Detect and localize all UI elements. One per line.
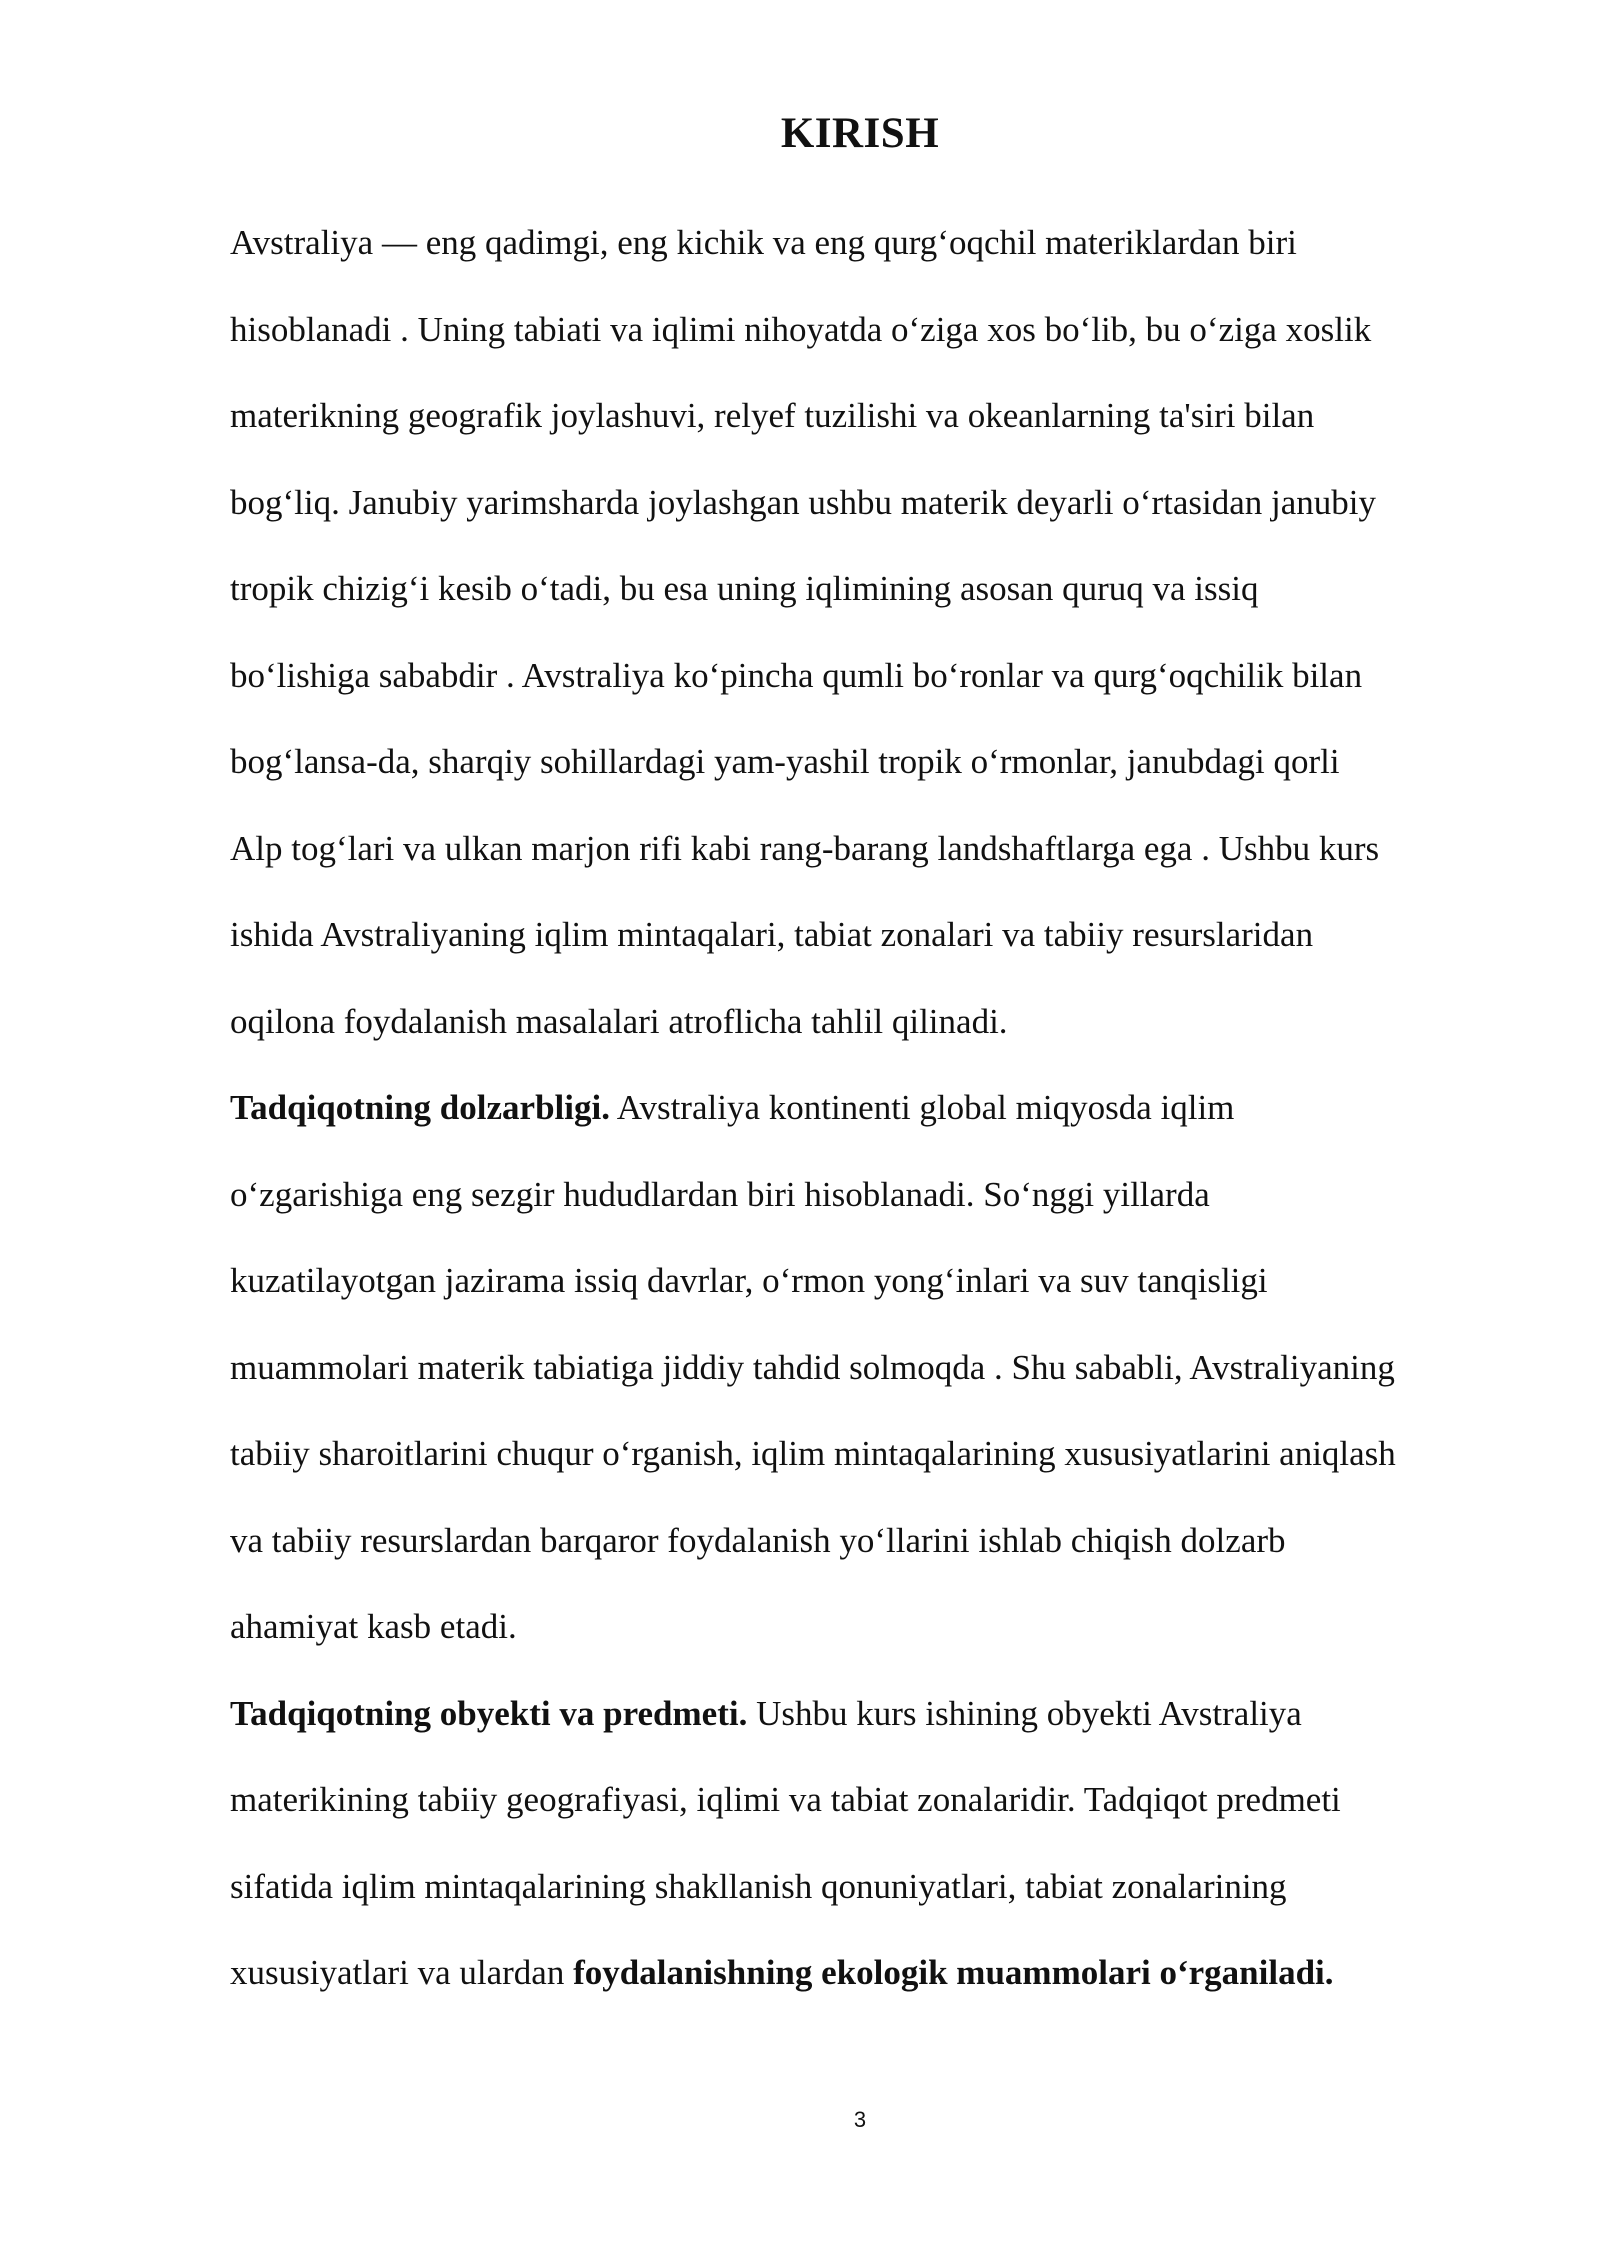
relevance-paragraph — [230, 1065, 1500, 1671]
text-line: tabiiy sharoitlarini chuqur o‘rganish, iqlim mintaqalarining xususiyatlarini aniqlash — [230, 1434, 1396, 1473]
object-subject-first-line: Ushbu kurs ishining obyekti Avstraliya — [747, 1693, 1302, 1733]
document-body — [230, 200, 1500, 2017]
text-line: bo‘lishiga sababdir . Avstraliya ko‘pincha qumli bo‘ronlar va qurg‘oqchilik bilan — [230, 655, 1363, 695]
object-subject-last-plain: xususiyatlari va ulardan — [230, 1953, 574, 1992]
intro-paragraph — [230, 200, 1500, 1065]
text-line: va tabiiy resurslardan barqaror foydalanish yo‘llarini ishlab chiqish dolzarb — [230, 1520, 1286, 1560]
text-line: ishida Avstraliyaning iqlim mintaqalari, tabiat zonalari va tabiiy resurslaridan — [230, 915, 1314, 954]
text-line — [230, 1065, 1500, 1152]
text-line: Alp tog‘lari va ulkan marjon rifi kabi rang-barang landshaftlarga ega . Ushbu kurs — [230, 828, 1380, 868]
text-line: sifatida iqlim mintaqalarining shakllanish qonuniyatlari, tabiat zonalarining — [230, 1866, 1287, 1906]
object-subject-heading: Tadqiqotning obyekti va predmeti. — [230, 1693, 748, 1733]
relevance-first-line: Avstraliya kontinenti global miqyosda iqlim — [609, 1088, 1235, 1127]
text-line: hisoblanadi . Uning tabiati va iqlimi nihoyatda o‘ziga xos bo‘lib, bu o‘ziga xoslik — [230, 309, 1372, 349]
text-line: o‘zgarishiga eng sezgir hududlardan biri hisoblanadi. So‘nggi yillarda — [230, 1174, 1210, 1214]
page-title: KIRISH — [780, 110, 940, 157]
text-line: muammolari materik tabiatiga jiddiy tahdid solmoqda . Shu sababli, Avstraliyaning — [230, 1347, 1395, 1387]
text-line: Avstraliya — eng qadimgi, eng kichik va eng qurg‘oqchil materiklardan biri — [230, 223, 1297, 262]
text-line — [230, 1671, 1500, 1758]
text-line: bog‘liq. Janubiy yarimsharda joylashgan ushbu materik deyarli o‘rtasidan janubiy — [230, 482, 1376, 522]
object-subject-paragraph — [230, 1671, 1500, 2017]
object-subject-last-bold: foydalanishning ekologik muammolari o‘rganiladi. — [573, 1953, 1334, 1992]
text-line: bog‘lansa-da, sharqiy sohillardagi yam-yashil tropik o‘rmonlar, janubdagi qorli — [230, 742, 1340, 781]
text-line: materikning geografik joylashuvi, relyef tuzilishi va okeanlarning ta'siri bilan — [230, 396, 1315, 435]
relevance-heading: Tadqiqotning dolzarbligi. — [230, 1088, 610, 1127]
text-line: kuzatilayotgan jazirama issiq davrlar, o‘rmon yong‘inlari va suv tanqisligi — [230, 1261, 1268, 1300]
text-line: materikining tabiiy geografiyasi, iqlimi va tabiat zonalaridir. Tadqiqot predmeti — [230, 1780, 1341, 1819]
text-line: tropik chizig‘i kesib o‘tadi, bu esa uning iqlimining asosan quruq va issiq — [230, 569, 1259, 608]
text-line: oqilona foydalanish masalalari atroflicha tahlil qilinadi. — [230, 1001, 1008, 1041]
text-line: ahamiyat kasb etadi. — [230, 1607, 517, 1646]
text-line — [230, 1930, 1500, 2017]
page-number: 3 — [853, 2107, 867, 2132]
